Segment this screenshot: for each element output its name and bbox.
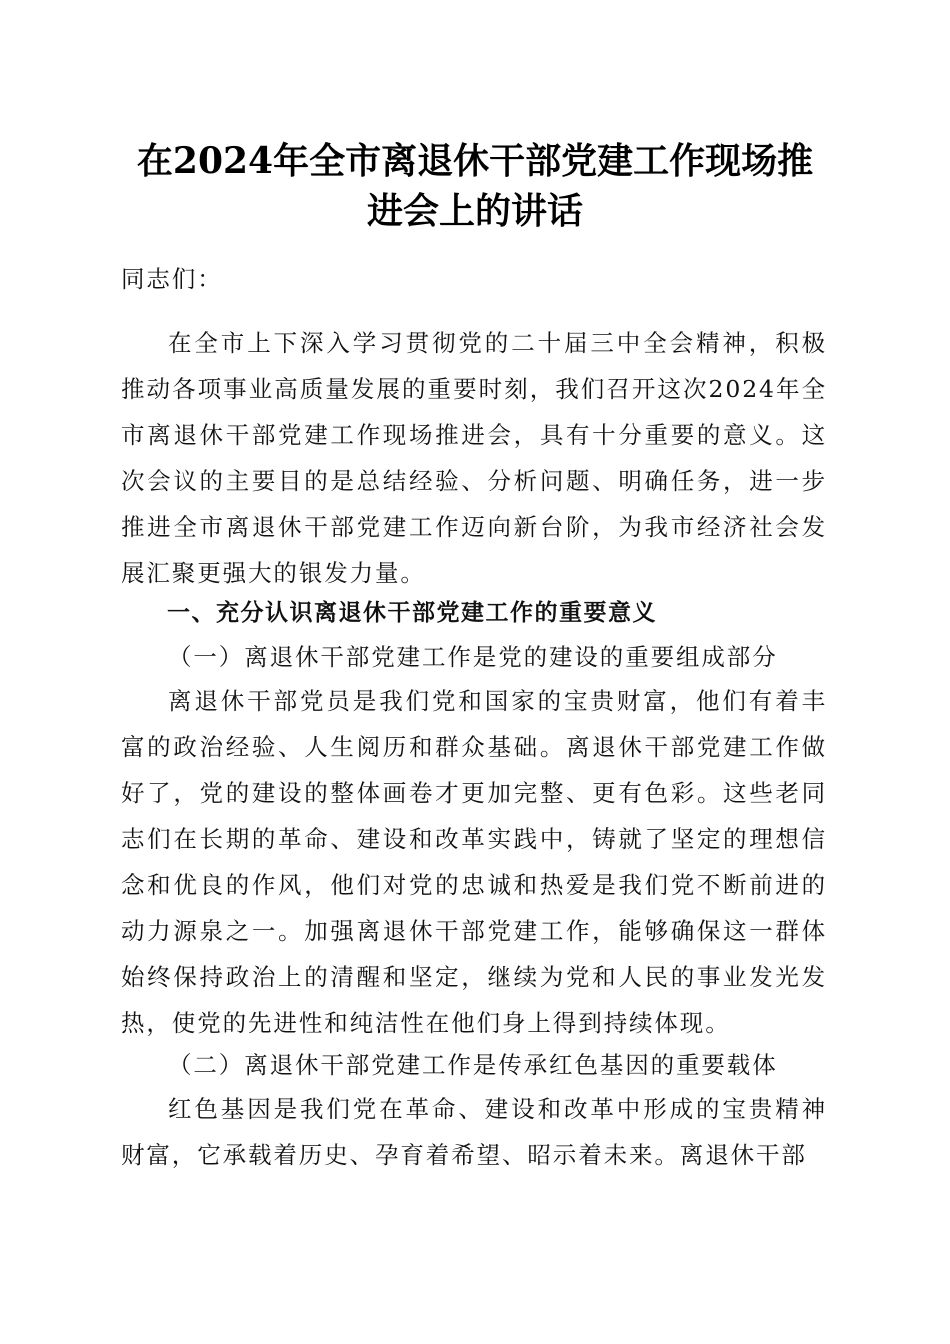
subsection-heading-1: （一）离退休干部党建工作是党的建设的重要组成部分 — [168, 643, 778, 671]
salutation: 同志们： — [121, 265, 223, 293]
section-heading-1: 一、充分认识离退休干部党建工作的重要意义 — [167, 600, 657, 626]
subsection-heading-2: （二）离退休干部党建工作是传承红色基因的重要载体 — [168, 1051, 778, 1079]
intro-paragraph: 在全市上下深入学习贯彻党的二十届三中全会精神，积极推动各项事业高质量发展的重要时刻，我们召开这次2024年全市离退休干部党建工作现场推进会，具有十分重要的意义。这次会议的主要目的是总结经验、分析问题、明确任务，进一步推进全市离退休干部党建工作迈向新台阶，为我市经济社会发展汇聚更强大的银发力量。 — [121, 329, 827, 587]
document-title: 在2024年全市离退休干部党建工作现场推进会上的讲话 — [136, 140, 814, 232]
paragraph-1: 离退休干部党员是我们党和国家的宝贵财富，他们有着丰富的政治经验、人生阅历和群众基础。离退休干部党建工作做好了，党的建设的整体画卷才更加完整、更有色彩。这些老同志们在长期的革命、建设和改革实践中，铸就了坚定的理想信念和优良的作风，他们对党的忠诚和热爱是我们党不断前进的动力源泉之一。加强离退休干部党建工作，能够确保这一群体始终保持政治上的清醒和坚定，继续为党和人民的事业发光发热，使党的先进性和纯洁性在他们身上得到持续体现。 — [121, 687, 827, 1037]
paragraph-2: 红色基因是我们党在革命、建设和改革中形成的宝贵精神财富，它承载着历史、孕育着希望、昭示着未来。离退休干部 — [121, 1095, 827, 1169]
